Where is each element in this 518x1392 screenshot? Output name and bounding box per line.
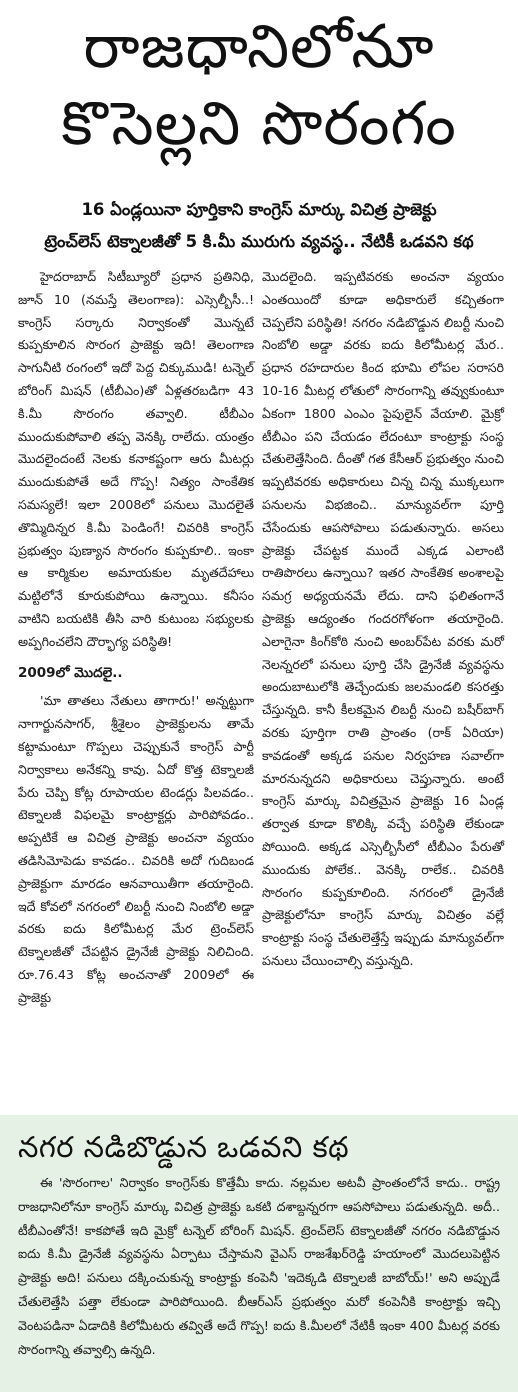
subheading-1: 16 ఏండ్లయినా పూర్తికాని కాంగ్రెస్ మార్కు విచిత్ర ప్రాజెక్టు: [81, 200, 437, 219]
box-body: ఈ 'సొరంగాల' నిర్వాకం కాంగ్రెస్‌కు కొత్తేమీ కాదు. నల్లమల అటవీ ప్రాంతంలోనే కాదు.. రాష్ట్ర రాజధానిలోనూ కాంగ్రెస్ మార్కు విచిత్ర ప్రాజెక్టు ఒకటి దశాబ్దన్నరగా ఆపసోపాలు పడుతున్నది. అదీ.. టీబీఎంతోనే! కాకపోతే ఇది మైక్రో టన్నెల్ బోరింగ్ మిషన్. ట్రెంచ్‌లెస్ టెక్నాలజీతో నగరం నడిబొడ్డున ఐదు కి.మీ డ్రైనేజీ వ్యవస్థను ఏర్పాటు చేస్తామని వైఎస్ రాజశేఖర్‌రెడ్డి హయాంలో మొదలుపెట్టిన ప్రాజెక్టు అది! పనులు దక్కించుకున్న కాంట్రాక్టు కంపెనీ 'ఇదెక్కడి టెక్నాలజీ బాబోయ్!' అని అప్పుడే చేతులెత్తేసి పత్తా లేకుండా పారిపోయింది. బీఆర్‌ఎస్ ప్రభుత్వం మరో కంపెనీకి కాంట్రాక్టు ఇచ్చి వెంటపడినా ఏడాదికి కిలోమీటరు తవ్వితే అదే గొప్ప! ఐదు కి.మీలలో నేటికీ ఇంకా 400 మీటర్ల వరకు సొరంగాన్ని తవ్వాల్సి ఉన్నది.: [18, 1175, 501, 1357]
headline-line-1: రాజధానిలోనూ: [83, 12, 435, 82]
article-right-column: [262, 266, 504, 973]
headline: [0, 12, 518, 160]
box-title: నగర నడిబొడ్డున ఒడవని కథ: [18, 1130, 350, 1164]
section-subhead: 2009లో మొదలై..: [18, 664, 123, 681]
left-paragraph-2: 'మా తాతలు నేతులు తాగారు!' అన్నట్టుగా నాగార్జునసాగర్, శ్రీశైలం ప్రాజెక్టులను తామే కట్టామంటూ గొప్పలు చెప్పుకునే కాంగ్రెస్ పార్టీ నిర్వాకాలు అనేకన్ని కావు. ఏదో కొత్త టెక్నాలజీ పేరు చెప్పి కోట్ల రూపాయల టెండర్లు పిలవడం.. టెక్నాలజీ విఫలమై కాంట్రాక్టర్లు పారిపోవడం.. అప్పటికే ఆ విచిత్ర ప్రాజెక్టు అంచనా వ్యయం తడిసిమోపెడు కావడం.. చివరికి అదో గుదిబండ ప్రాజెక్టుగా మారడం ఆనవాయితీగా తయారైంది. ఇదే కోవలో నగరంలో లిబర్టీ నుంచి నింబోలి అడ్డా వరకు ఐదు కిలోమీటర్ల మేర ట్రెంచ్‌లెస్ టెక్నాలజీతో చేపట్టిన డ్రైనేజీ ప్రాజెక్టు నిలిచింది. రూ.76.43 కోట్ల అంచనాతో 2009లో ఈ ప్రాజెక్టు: [18, 693, 254, 1005]
headline-line-2: కొసెల్లని సొరంగం: [61, 88, 457, 159]
subheading-2: ట్రెంచ్‌లెస్ టెక్నాలజీతో 5 కి.మీ మురుగు వ్యవస్థ.. నేటికీ ఒడవని కథ: [44, 232, 474, 251]
article-left-column: [18, 266, 254, 1010]
right-paragraph-1: మొదలైంది. ఇప్పటివరకు అంచనా వ్యయం ఎంతయిందో కూడా అధికారులే కచ్చితంగా చెప్పలేని పరిస్థితి! నగరం నడిబొడ్డున లిబర్టీ నుంచి నింబోలి అడ్డా వరకు ఐదు కిలోమీటర్ల మేర.. ప్రధాన రహదారుల కింద భూమి లోపల సరాసరి 10-16 మీటర్ల లోతులో సొరంగాన్ని తవ్వుకుంటూ ఏకంగా 1800 ఎంఎం పైపులైన్ వేయాలి. మైక్రో టీబీఎం పని చేయడం లేదంటూ కాంట్రాక్టు సంస్థ చేతులెత్తేసింది. దీంతో గత కేసీఆర్ ప్రభుత్వం నుంచి ఇప్పటివరకు అధికారులు చిన్న చిన్న ముక్కలుగా పనులను విభజించి.. మాన్యువల్‌గా పూర్తి చేసేందుకు ఆపసోపాలు పడుతున్నారు. అసలు ప్రాజెక్టు చేపట్టక ముందే ఎక్కడ ఎలాంటి రాతిపొరలు ఉన్నాయి? ఇతర సాంకేతిక అంశాలపై సమగ్ర అధ్యయనమే లేదు. దాని ఫలితంగానే ప్రాజెక్టు ఆద్యంతం గందరగోళంగా తయారైంది. ఎలాగైనా కింగ్‌కోఠి నుంచి అంబర్‌పేట వరకు మరో నెలన్నరలో పనులు పూర్తి చేసి డ్రైనేజీ వ్యవస్థను అందుబాటులోకి తెచ్చేందుకు జలమండలి కసరత్తు చేస్తున్నది. కానీ కీలకమైన లిబర్టీ నుంచి బషీర్‌బాగ్ వరకు పూర్తిగా రాతి ప్రాంతం (రాక్ ఏరియా) కావడంతో అక్కడ పనుల నిర్వహణ సవాల్‌గా మారనున్నదని అధికారులు చెప్తున్నారు. అంటే కాంగ్రెస్ మార్కు విచిత్రమైన ప్రాజెక్టు 16 ఏండ్ల తర్వాత కూడా కొలిక్కి వచ్చే పరిస్థితి లేకుండా పోయింది. అక్కడ ఎస్సెల్బీసీలో టీబీఎం పేరుతో ముందుకు పోలేక.. వెనక్కి రాలేక.. చివరికి సొరంగం కుప్పకూలింది. నగరంలో డ్రైనేజీ ప్రాజెక్టులోనూ కాంగ్రెస్ మార్కు విచిత్రం వల్లే కాంట్రాక్టు సంస్థ చేతులెత్తేస్తే ఇప్పుడు మాన్యువల్‌గా పనులు చేయించాల్సి వస్తున్నది.: [262, 269, 504, 968]
left-paragraph-1: హైదరాబాద్ సిటీబ్యూరో ప్రధాన ప్రతినిధి, జూన్ 10 (నమస్తే తెలంగాణ): ఎస్సెల్బీసీ..! కాంగ్రెస్ సర్కారు నిర్వాకంతో మొన్నటే కుప్పకూలిన సొరంగ ప్రాజెక్టు ఇది! తెలంగాణ సాగునీటి రంగంలో ఇదో పెద్ద చిక్కుముడి! టన్నెల్ బోరింగ్ మిషన్ (టీబీఎం)తో ఏళ్లతరబడిగా 43 కి.మీ సొరంగం తవ్వాలి. టీబీఎం ముందుకుపోవాలి తప్ప వెనక్కి రాలేదు. యంత్రం మొదలైందంటే నెలకు కనాకష్టంగా ఆరు మీటర్లు ముందుకుపోతే అదే గొప్ప! నిత్యం సాంకేతిక సమస్యలే! ఇలా 2008లో పనులు మొదలైతే తొమ్మిదిన్నర కి.మీ పెండింగే! చివరికి కాంగ్రెస్ ప్రభుత్వం పుణ్యాన సొరంగం కుప్పకూలి.. ఇంకా ఆ కార్మికుల అమాయకుల మృతదేహాలు మట్టిలోనే కూరుకుపోయి ఉన్నాయి. కనీసం వాటిని బయటికి తీసి వారి కుటుంబ సభ్యులకు అప్పగించలేని దౌర్భాగ్య పరిస్థితి!: [18, 269, 254, 649]
sidebar-box: [0, 1115, 518, 1392]
